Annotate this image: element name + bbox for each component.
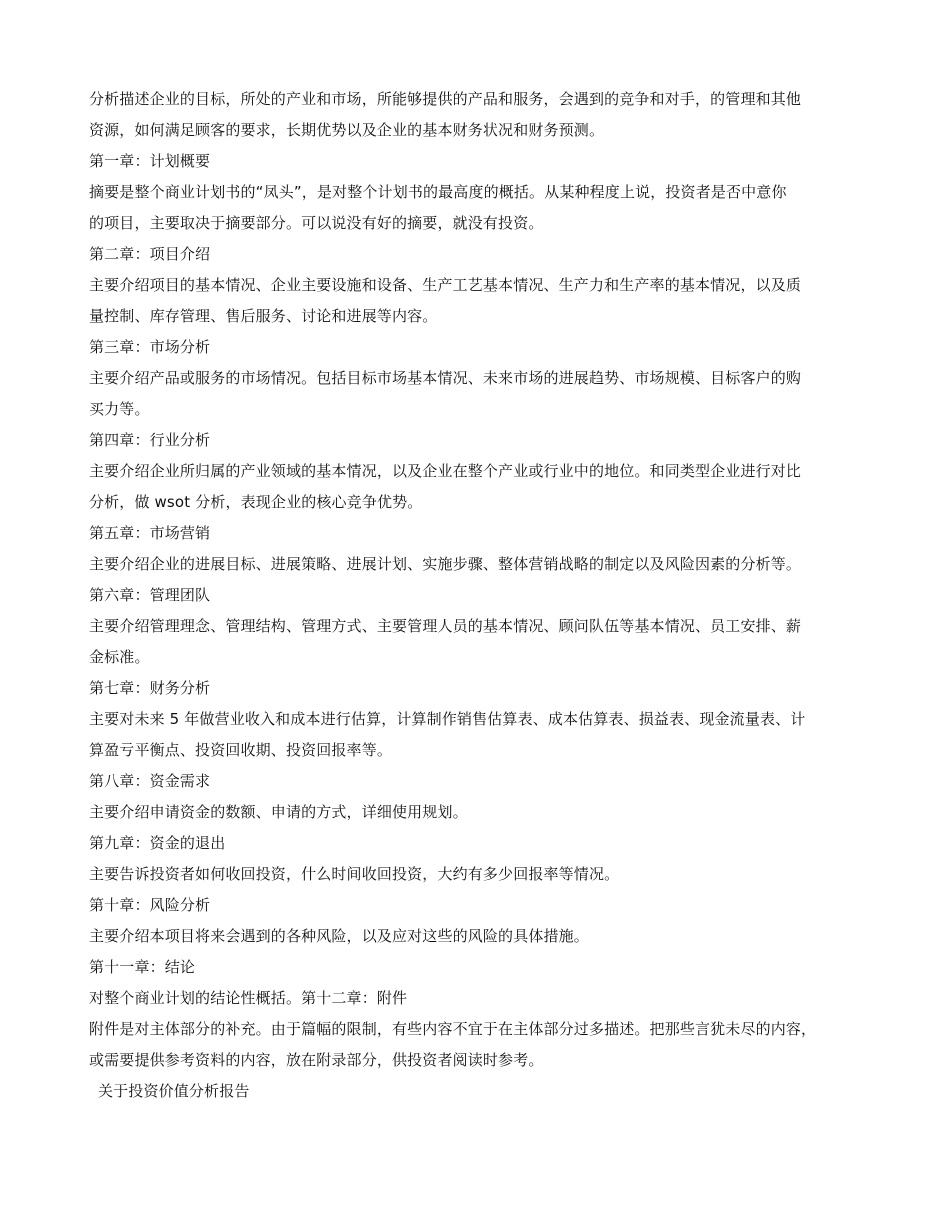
body-text-line: 主要介绍本项目将来会遇到的各种风险，以及应对这些的风险的具体措施。	[89, 927, 589, 945]
document-body	[89, 84, 864, 1107]
chapter-heading: 第十章：风险分析	[89, 896, 211, 914]
chapter-heading: 第三章：市场分析	[89, 338, 211, 356]
body-text-line: 或需要提供参考资料的内容，放在附录部分，供投资者阅读时参考。	[89, 1051, 544, 1069]
chapter-heading: 第九章：资金的退出	[89, 834, 226, 852]
body-text-line: 买力等。	[89, 400, 150, 418]
body-text-line: 资源，如何满足顾客的要求，长期优势以及企业的基本财务状况和财务预测。	[89, 121, 605, 139]
body-text-line: 摘要是整个商业计划书的“凤头”，是对整个计划书的最高度的概括。从某种程度上说，投资者是否中意你	[89, 183, 787, 201]
section-title: 关于投资价值分析报告	[98, 1082, 250, 1100]
body-text-line: 分析描述企业的目标，所处的产业和市场，所能够提供的产品和服务，会遇到的竞争和对手，的管理和其他	[89, 90, 802, 108]
chapter-heading: 第五章：市场营销	[89, 524, 211, 542]
body-text-line: 主要介绍项目的基本情况、企业主要设施和设备、生产工艺基本情况、生产力和生产率的基本情况，以及质	[89, 276, 802, 294]
body-text-line: 金标准。	[89, 648, 150, 666]
body-text-line: 主要介绍企业所归属的产业领域的基本情况，以及企业在整个产业或行业中的地位。和同类型企业进行对比	[89, 462, 802, 480]
body-text-line: 主要介绍企业的进展目标、进展策略、进展计划、实施步骤、整体营销战略的制定以及风险因素的分析等。	[89, 555, 802, 573]
body-text-line: 主要对未来 5 年做营业收入和成本进行估算，计算制作销售估算表、成本估算表、损益表、现金流量表、计	[89, 710, 806, 728]
chapter-heading: 第四章：行业分析	[89, 431, 211, 449]
chapter-heading: 第六章：管理团队	[89, 586, 211, 604]
chapter-heading: 第十一章：结论	[89, 958, 196, 976]
chapter-heading: 第八章：资金需求	[89, 772, 211, 790]
body-text-line: 主要介绍产品或服务的市场情况。包括目标市场基本情况、未来市场的进展趋势、市场规模、目标客户的购	[89, 369, 802, 387]
body-text-line: 对整个商业计划的结论性概括。第十二章：附件	[89, 989, 408, 1007]
body-text-line: 主要介绍管理理念、管理结构、管理方式、主要管理人员的基本情况、顾问队伍等基本情况、员工安排、薪	[89, 617, 802, 635]
chapter-heading: 第二章：项目介绍	[89, 245, 211, 263]
body-text-line: 附件是对主体部分的补充。由于篇幅的限制，有些内容不宜于在主体部分过多描述。把那些言犹未尽的内容，	[89, 1020, 817, 1038]
body-text-line: 的项目，主要取决于摘要部分。可以说没有好的摘要，就没有投资。	[89, 214, 544, 232]
body-text-line: 主要告诉投资者如何收回投资，什么时间收回投资，大约有多少回报率等情况。	[89, 865, 620, 883]
chapter-heading: 第一章：计划概要	[89, 152, 211, 170]
body-text-line: 算盈亏平衡点、投资回收期、投资回报率等。	[89, 741, 393, 759]
chapter-heading: 第七章：财务分析	[89, 679, 211, 697]
body-text-line: 分析，做 wsot 分析，表现企业的核心竞争优势。	[89, 493, 423, 511]
body-text-line: 量控制、库存管理、售后服务、讨论和进展等内容。	[89, 307, 438, 325]
body-text-line: 主要介绍申请资金的数额、申请的方式，详细使用规划。	[89, 803, 468, 821]
